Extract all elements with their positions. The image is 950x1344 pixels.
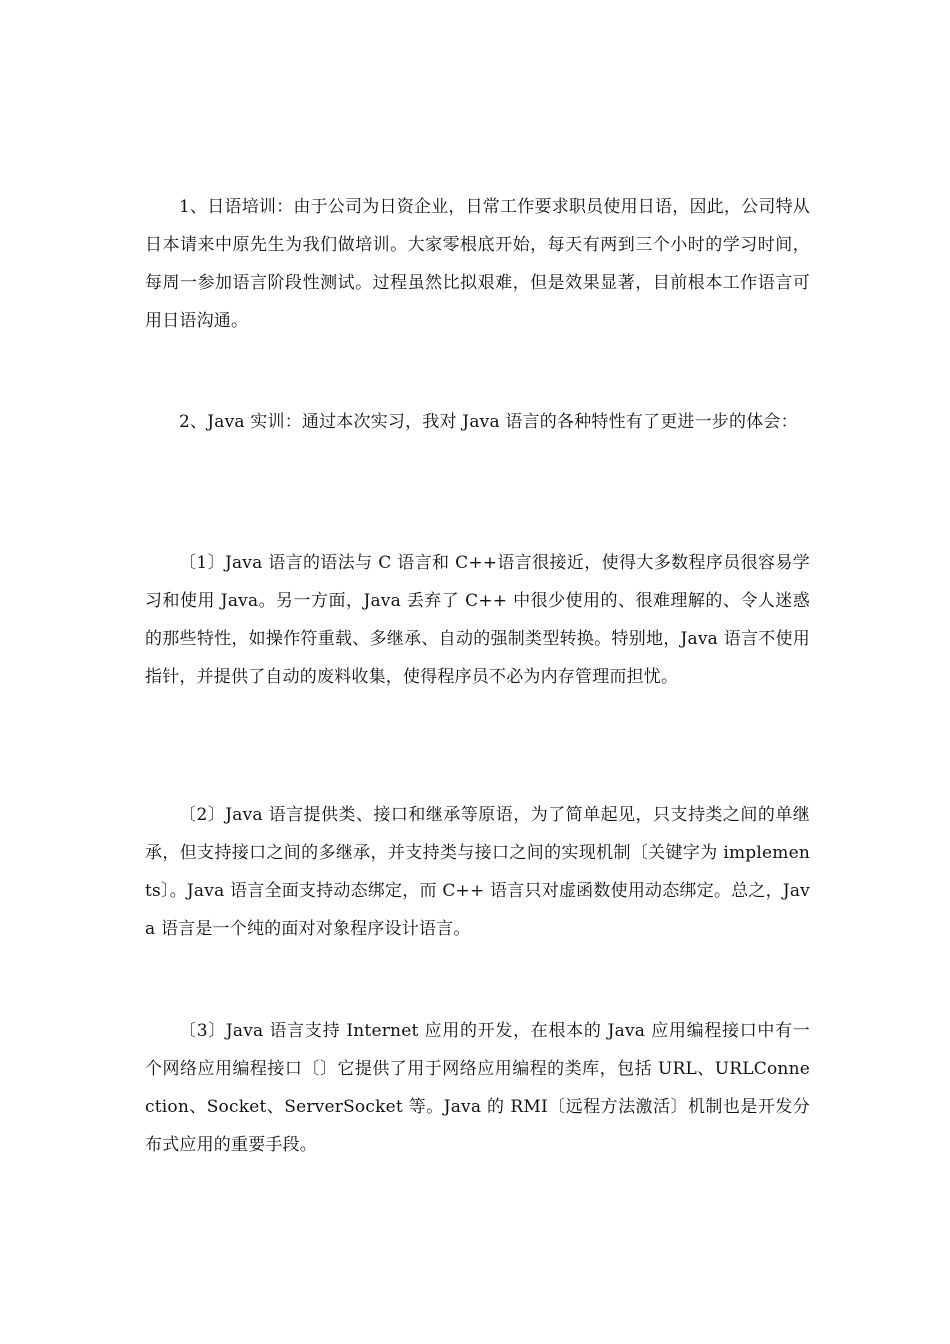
paragraph-java-point-2: 〔2〕Java 语言提供类、接口和继承等原语，为了简单起见，只支持类之间的单继承，但支持接口之间的多继承，并支持类与接口之间的实现机制〔关键字为 implements〕。Java 语言全面支持动态绑定，而 C++ 语言只对虚函数使用动态绑定。总之，Java 语言是一个纯的面对对象程序设计语言。	[145, 805, 810, 939]
paragraph-java-point-3: 〔3〕Java 语言支持 Internet 应用的开发，在根本的 Java 应用编程接口中有一个网络应用编程接口〔〕它提供了用于网络应用编程的类库，包括 URL、URLConnection、Socket、ServerSocket 等。Java 的 RMI〔远程方法激活〕机制也是开发分布式应用的重要手段。	[145, 1021, 810, 1155]
paragraph-java-training: 2、Java 实训：通过本次实习，我对 Java 语言的各种特性有了更进一步的体会：	[179, 412, 798, 432]
paragraph-japanese-training: 1、日语培训：由于公司为日资企业，日常工作要求职员使用日语，因此，公司特从日本请来中原先生为我们做培训。大家零根底开始，每天有两到三个小时的学习时间，每周一参加语言阶段性测试。过程虽然比拟艰难，但是效果显著，目前根本工作语言可用日语沟通。	[145, 197, 810, 331]
paragraph-java-point-1: 〔1〕Java 语言的语法与 C 语言和 C++语言很接近，使得大多数程序员很容易学习和使用 Java。另一方面，Java 丢弃了 C++ 中很少使用的、很难理解的、令人迷惑的那些特性，如操作符重载、多继承、自动的强制类型转换。特别地，Java 语言不使用指针，并提供了自动的废料收集，使得程序员不必为内存管理而担忧。	[145, 553, 810, 687]
